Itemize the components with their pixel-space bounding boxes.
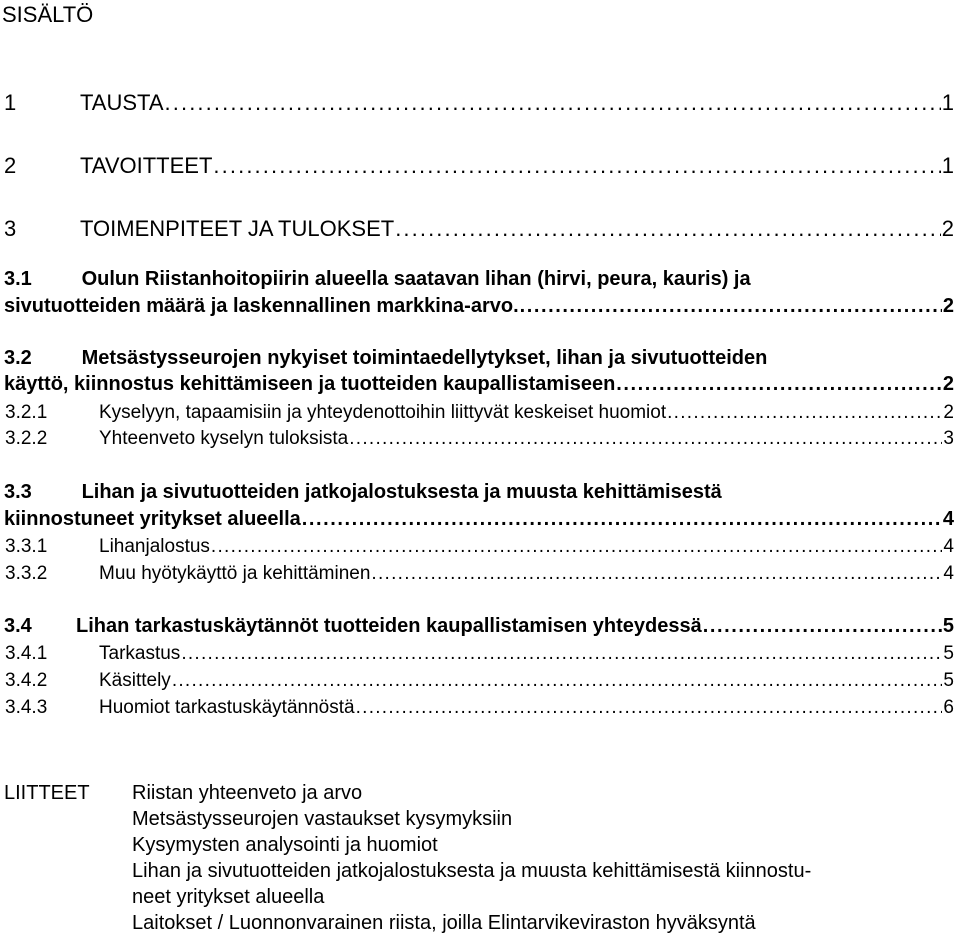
toc-text: Käsittely	[99, 670, 171, 691]
toc-page: 6	[943, 697, 954, 718]
toc-entry-3-2-line2[interactable]	[4, 373, 954, 396]
toc-page: 1	[941, 90, 954, 115]
toc-leader	[172, 670, 943, 692]
appendix-item: Lihan ja sivutuotteiden jatkojalostuksesta ja muusta kehittämisestä kiinnostu-	[132, 860, 812, 882]
toc-number: 3.2.2	[5, 428, 48, 449]
toc-leader	[356, 697, 943, 719]
toc-entry-3-3-1[interactable]	[4, 536, 954, 558]
toc-entry-3-4[interactable]	[4, 615, 954, 638]
toc-number: 2	[4, 153, 17, 178]
appendix-label: LIITTEET	[4, 782, 90, 804]
toc-text: Yhteenveto kyselyn tuloksista	[99, 428, 349, 449]
toc-text: Muu hyötykäyttö ja kehittäminen	[99, 563, 371, 584]
toc-text: Oulun Riistanhoitopiirin alueella saatavan lihan (hirvi, peura, kauris) ja	[81, 268, 751, 290]
toc-number: 3.2.1	[5, 402, 48, 423]
toc-leader	[165, 90, 941, 116]
toc-text: TOIMENPITEET JA TULOKSET	[80, 216, 395, 241]
toc-number: 3.3.2	[5, 563, 48, 584]
toc-text: Lihan tarkastuskäytännöt tuotteiden kaupallistamisen yhteydessä	[76, 615, 702, 637]
toc-leader	[703, 615, 942, 638]
toc-text: käyttö, kiinnostus kehittämiseen ja tuotteiden kaupallistamiseen	[4, 373, 616, 395]
appendix-item: Laitokset / Luonnonvarainen riista, joilla Elintarvikeviraston hyväksyntä	[132, 912, 756, 934]
toc-text: Metsästysseurojen nykyiset toimintaedellytykset, lihan ja sivutuotteiden	[81, 347, 768, 369]
toc-page: 2	[941, 216, 954, 241]
toc-text: Huomiot tarkastuskäytännöstä	[99, 697, 355, 718]
toc-page: 5	[943, 670, 954, 691]
appendix-list	[132, 780, 947, 936]
toc-leader	[302, 508, 942, 531]
toc-page: 5	[942, 615, 954, 637]
toc-entry-3-2-2[interactable]	[4, 428, 954, 450]
toc-entry-3-3-line1[interactable]	[4, 481, 954, 504]
toc-entry-3[interactable]	[4, 216, 954, 242]
toc-number: 3.4.2	[5, 670, 48, 691]
toc-leader	[520, 295, 942, 318]
toc-leader	[667, 402, 942, 424]
toc-leader	[181, 643, 942, 665]
toc-page: 4	[942, 508, 954, 530]
toc-page: 2	[942, 373, 954, 395]
toc-entry-3-4-2[interactable]	[4, 670, 954, 692]
toc-number: 3.3.1	[5, 536, 48, 557]
toc-text: sivutuotteiden määrä ja laskennallinen markkina-arvo.	[4, 295, 519, 317]
toc-leader	[349, 428, 942, 450]
toc-leader	[395, 216, 941, 242]
toc-text: TAVOITTEET	[80, 153, 213, 178]
toc-entry-1[interactable]	[4, 90, 954, 116]
toc-number: 3.4	[4, 615, 32, 637]
toc-page: 3	[943, 428, 954, 449]
toc-entry-3-2-1[interactable]	[4, 402, 954, 424]
toc-page: 2	[943, 402, 954, 423]
toc-entry-3-4-1[interactable]	[4, 643, 954, 665]
toc-number: 3.4.3	[5, 697, 48, 718]
appendix-item: neet yritykset alueella	[132, 886, 325, 908]
toc-number: 3	[4, 216, 17, 241]
toc-number: 3.4.1	[5, 643, 48, 664]
toc-leader	[371, 563, 942, 585]
toc-page: 4	[943, 563, 954, 584]
toc-leader	[616, 373, 942, 396]
toc-page: 1	[941, 153, 954, 178]
toc-entry-3-2-line1[interactable]	[4, 347, 954, 370]
appendix-item: Metsästysseurojen vastaukset kysymyksiin	[132, 808, 513, 830]
toc-entry-2[interactable]	[4, 153, 954, 179]
toc-text: Lihan ja sivutuotteiden jatkojalostuksesta ja muusta kehittämisestä	[81, 481, 722, 503]
toc-entry-3-1-line1[interactable]	[4, 268, 954, 291]
toc-text: Lihanjalostus	[99, 536, 210, 557]
toc-entry-3-3-2[interactable]	[4, 563, 954, 585]
toc-text: kiinnostuneet yritykset alueella	[4, 508, 301, 530]
toc-entry-3-3-line2[interactable]	[4, 508, 954, 531]
appendix-item: Kysymysten analysointi ja huomiot	[132, 834, 438, 856]
toc-page: 5	[943, 643, 954, 664]
toc-leader	[211, 536, 943, 558]
toc-page: 4	[943, 536, 954, 557]
toc-entry-3-1-line2[interactable]	[4, 295, 954, 318]
toc-entry-3-4-3[interactable]	[4, 697, 954, 719]
toc-number: 3.1	[4, 268, 32, 290]
page-title: SISÄLTÖ	[2, 2, 94, 27]
toc-number: 3.3	[4, 481, 32, 503]
toc-page: 2	[942, 295, 954, 317]
appendix-item: Riistan yhteenveto ja arvo	[132, 782, 363, 804]
toc-text: Kyselyyn, tapaamisiin ja yhteydenottoihin liittyvät keskeiset huomiot	[99, 402, 667, 423]
toc-number: 1	[4, 90, 17, 115]
toc-leader	[213, 153, 940, 179]
toc-number: 3.2	[4, 347, 32, 369]
toc-text: TAUSTA	[80, 90, 164, 115]
toc-text: Tarkastus	[99, 643, 181, 664]
